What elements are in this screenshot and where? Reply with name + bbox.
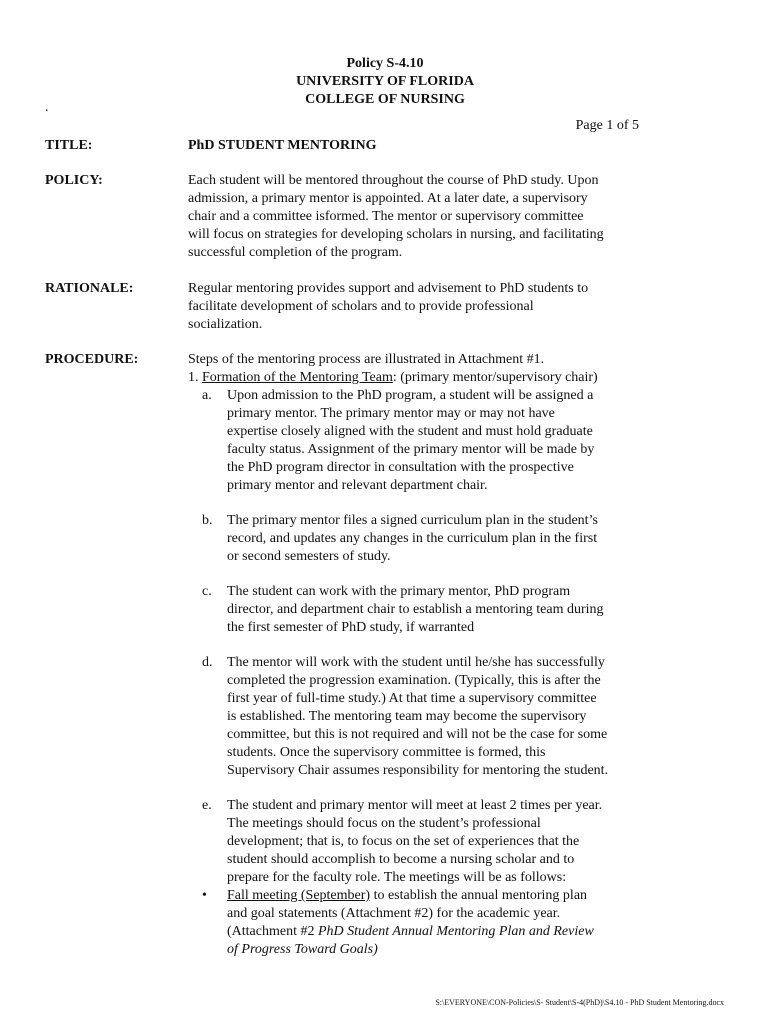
policy-line: will focus on strategies for developing scholars in nursing, and facilitating <box>188 227 604 242</box>
procedure-item-e <box>202 797 650 887</box>
policy-text <box>188 172 648 262</box>
policy-line: Each student will be mentored throughout the course of PhD study. Upon <box>188 173 599 188</box>
bullet-line: and goal statements (Attachment #2) for the academic year. <box>227 906 561 921</box>
item-line: Supervisory Chair assumes responsibility for mentoring the student. <box>227 763 609 778</box>
item-line: or second semesters of study. <box>227 549 391 564</box>
title-value: PhD STUDENT MENTORING <box>188 138 377 153</box>
bullet-line <box>227 887 650 905</box>
rationale-label: RATIONALE: <box>45 281 134 296</box>
fall-meeting-bullet <box>202 887 650 959</box>
university-name: UNIVERSITY OF FLORIDA <box>296 74 474 89</box>
attachment-title: PhD Student Annual Mentoring Plan and Review <box>317 924 594 939</box>
procedure-item-a <box>202 387 650 495</box>
item-line: the first semester of PhD study, if warranted <box>227 620 475 635</box>
item-line: The student can work with the primary mentor, PhD program <box>227 584 571 599</box>
item-line: completed the progression examination. (Typically, this is after the <box>227 673 601 688</box>
bullet-rest: to establish the annual mentoring plan <box>370 888 588 903</box>
title-label: TITLE: <box>45 138 93 153</box>
item-line: student should accomplish to become a nursing scholar and to <box>227 852 575 867</box>
rationale-line: socialization. <box>188 317 263 332</box>
item-line: The primary mentor files a signed curriculum plan in the student’s <box>227 513 598 528</box>
item-marker: c. <box>202 584 212 599</box>
item-line: record, and updates any changes in the curriculum plan in the first <box>227 531 598 546</box>
bullet-icon: • <box>202 888 207 903</box>
fall-meeting-label: Fall meeting (September) <box>227 888 371 903</box>
bullet-line <box>227 923 650 941</box>
policy-line: successful completion of the program. <box>188 245 403 260</box>
item-line: the PhD program director in consultation with the prospective <box>227 460 574 475</box>
attachment-ref: (Attachment #2 <box>227 924 318 939</box>
policy-line: admission, a primary mentor is appointed. At a later date, a supervisory <box>188 191 588 206</box>
policy-label: POLICY: <box>45 173 103 188</box>
rationale-line: facilitate development of scholars and to provide professional <box>188 299 534 314</box>
item-line: first year of full-time study.) At that time a supervisory committee <box>227 691 597 706</box>
stray-dot: . <box>45 100 49 115</box>
step-1-heading <box>188 369 648 387</box>
step-1-title: Formation of the Mentoring Team <box>202 370 393 385</box>
item-line: primary mentor and relevant department chair. <box>227 478 488 493</box>
document-header <box>0 55 770 109</box>
item-line: Upon admission to the PhD program, a student will be assigned a <box>227 388 594 403</box>
college-name: COLLEGE OF NURSING <box>305 92 465 107</box>
item-line: The meetings should focus on the student’s professional <box>227 816 541 831</box>
procedure-label: PROCEDURE: <box>45 352 139 367</box>
policy-number: Policy S-4.10 <box>346 56 424 71</box>
item-marker: e. <box>202 798 212 813</box>
item-marker: a. <box>202 388 212 403</box>
item-line: faculty status. Assignment of the primary mentor will be made by <box>227 442 595 457</box>
procedure-intro-line: Steps of the mentoring process are illustrated in Attachment #1. <box>188 352 545 367</box>
item-line: prepare for the faculty role. The meetings will be as follows: <box>227 870 567 885</box>
procedure-item-c <box>202 583 650 637</box>
item-line: primary mentor. The primary mentor may or may not have <box>227 406 555 421</box>
item-marker: b. <box>202 513 213 528</box>
policy-line: chair and a committee isformed. The mentor or supervisory committee <box>188 209 584 224</box>
item-marker: d. <box>202 655 213 670</box>
procedure-intro <box>188 351 648 387</box>
rationale-text <box>188 280 648 334</box>
procedure-item-d <box>202 654 650 780</box>
step-1-rest: : (primary mentor/supervisory chair) <box>392 370 598 385</box>
step-1-number: 1. <box>188 370 202 385</box>
item-line: students. Once the supervisory committee is formed, this <box>227 745 546 760</box>
item-line: development; that is, to focus on the set of experiences that the <box>227 834 580 849</box>
item-line: The student and primary mentor will meet at least 2 times per year. <box>227 798 603 813</box>
page-number: Page 1 of 5 <box>575 118 639 133</box>
bullet-line: of Progress Toward Goals) <box>227 942 378 957</box>
item-line: expertise closely aligned with the student and must hold graduate <box>227 424 593 439</box>
item-line: is established. The mentoring team may become the supervisory <box>227 709 587 724</box>
item-line: director, and department chair to establish a mentoring team during <box>227 602 604 617</box>
file-path-footer: S:\EVERYONE\CON-Policies\S- Student\S-4(PhD)\S4.10 - PhD Student Mentoring.docx <box>435 998 724 1007</box>
item-line: committee, but this is not required and will not be the case for some <box>227 727 608 742</box>
procedure-item-b <box>202 512 650 566</box>
rationale-line: Regular mentoring provides support and advisement to PhD students to <box>188 281 589 296</box>
item-line: The mentor will work with the student until he/she has successfully <box>227 655 605 670</box>
